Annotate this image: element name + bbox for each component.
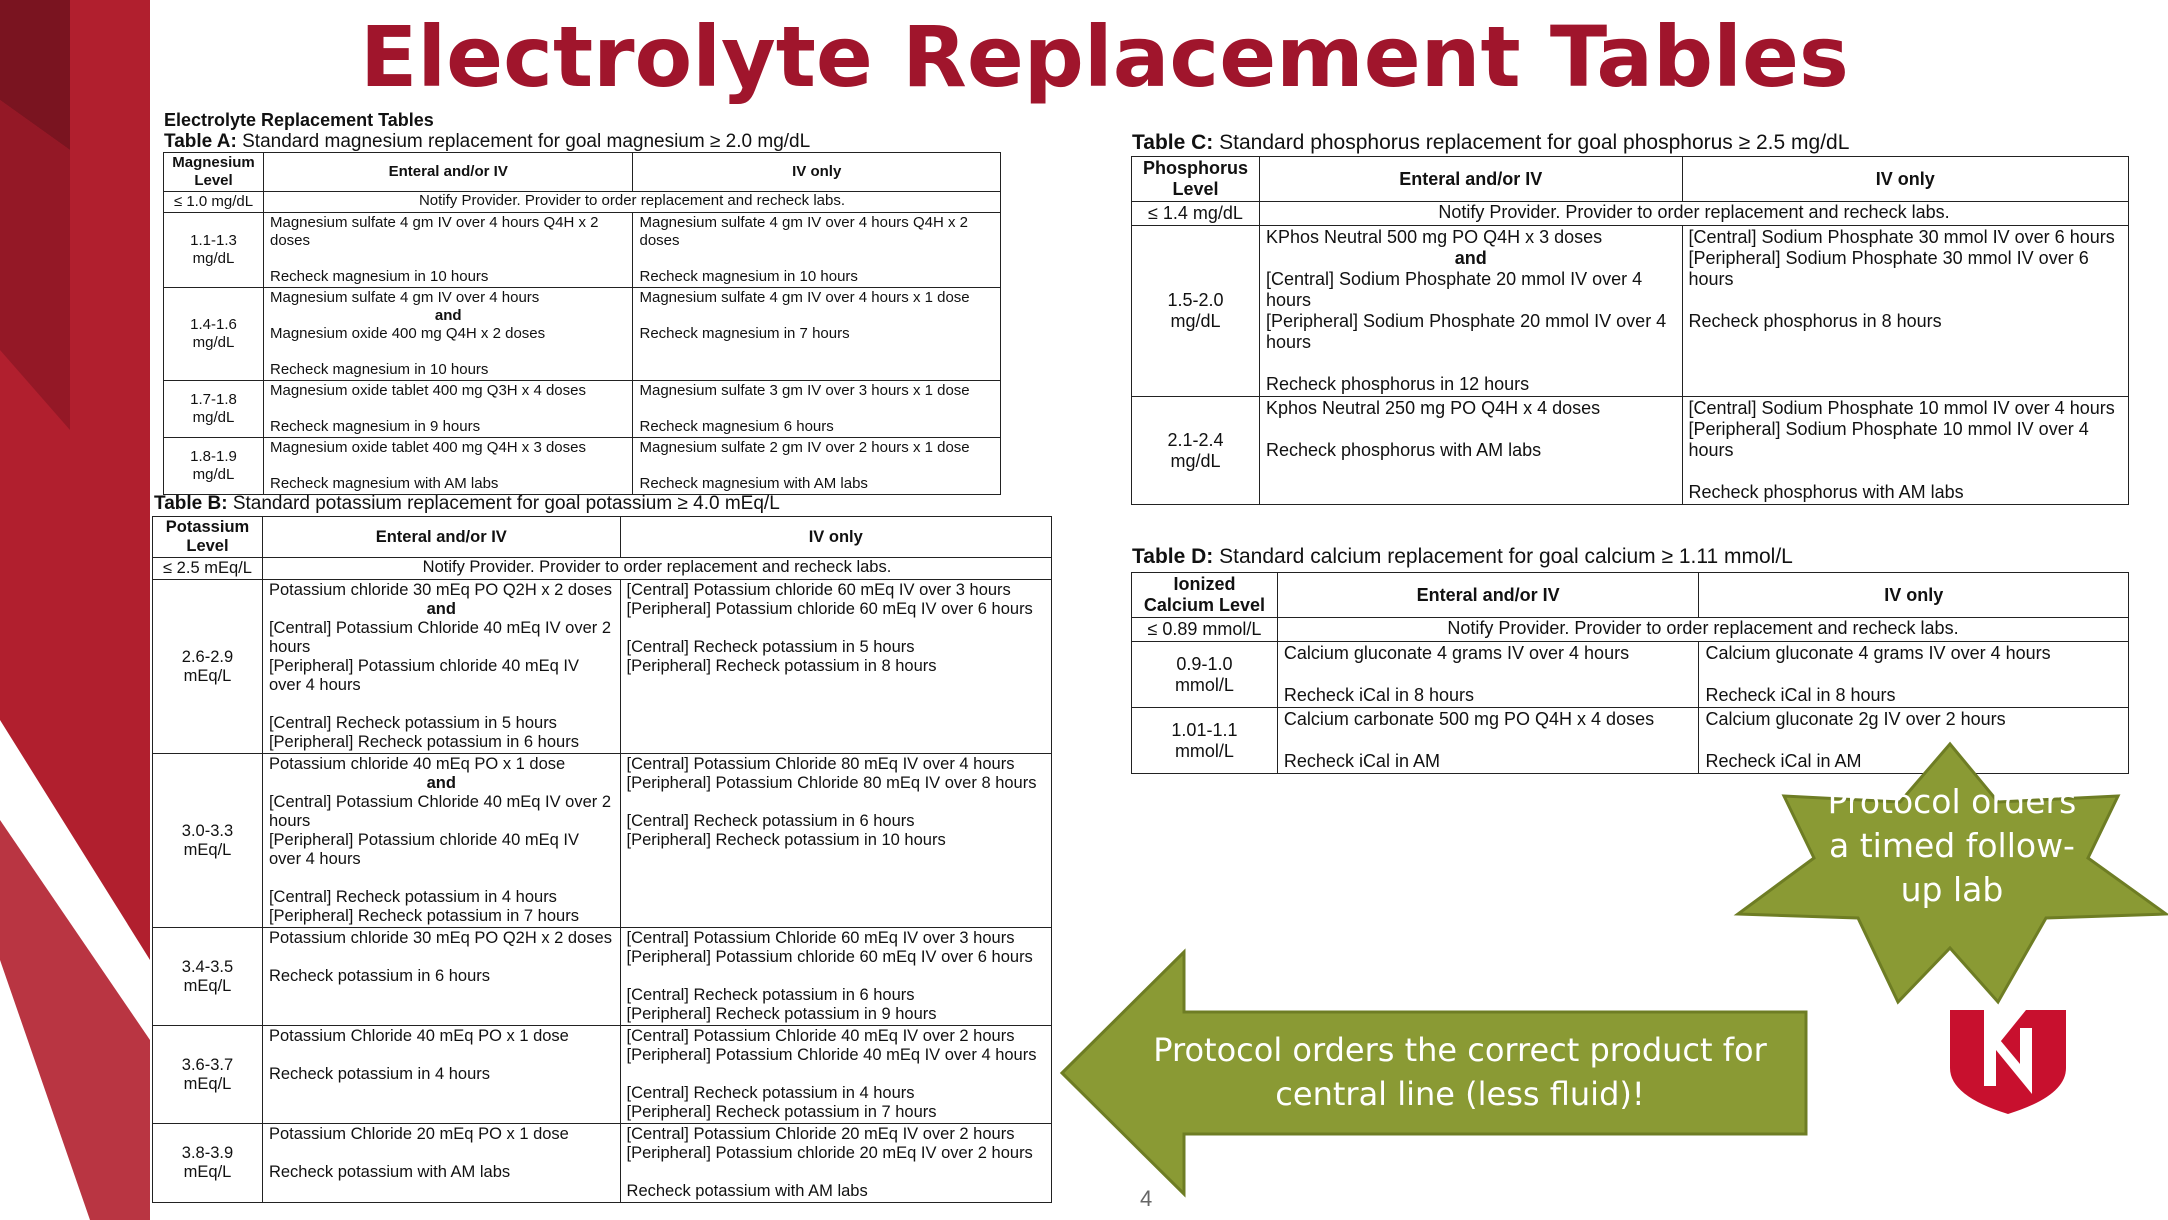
table-row <box>164 213 1001 288</box>
and-label: and <box>426 774 456 792</box>
iv-cell: [Central] Sodium Phosphate 30 mmol IV over 6 hours [Peripheral] Sodium Phosphate 30 mmol IV over 6 hours Recheck phosphorus in 8 hours <box>1682 226 2129 397</box>
university-logo-icon <box>1944 998 2072 1116</box>
enteral-text: [Central] Sodium Phosphate 20 mmol IV over 4 hours [Peripheral] Sodium Phosphate 20 mmol IV over 4 hours Recheck phosphorus in 12 hours <box>1265 269 1667 394</box>
level-cell: 1.5-2.0 mg/dL <box>1132 226 1260 397</box>
column-header: Magnesium Level <box>164 153 264 192</box>
column-header: Ionized Calcium Level <box>1132 573 1278 618</box>
enteral-text: Potassium chloride 40 mEq PO x 1 dose <box>268 755 566 773</box>
enteral-cell: Calcium carbonate 500 mg PO Q4H x 4 doses Recheck iCal in AM <box>1277 708 1699 774</box>
level-cell: 1.1-1.3 mg/dL <box>164 213 264 288</box>
enteral-text: [Central] Potassium Chloride 40 mEq IV over 2 hours [Peripheral] Potassium chloride 40 mEq IV over 4 hours [Central] Recheck potassium in 4 hours [Peripheral] Recheck potassium in 7 hours <box>268 793 612 925</box>
enteral-cell <box>262 754 620 928</box>
level-cell: 2.1-2.4 mg/dL <box>1132 397 1260 505</box>
enteral-cell: Magnesium oxide tablet 400 mg Q4H x 3 doses Recheck magnesium with AM labs <box>263 438 633 495</box>
table-row <box>153 580 1052 754</box>
enteral-cell <box>1259 226 1682 397</box>
notify-row <box>153 558 1052 580</box>
iv-cell: Magnesium sulfate 3 gm IV over 3 hours x 1 dose Recheck magnesium 6 hours <box>633 381 1001 438</box>
table-row <box>153 1026 1052 1124</box>
enteral-cell <box>263 288 633 381</box>
column-header: Enteral and/or IV <box>1259 157 1682 202</box>
level-cell: 3.0-3.3 mEq/L <box>153 754 263 928</box>
arrow-callout-text: Protocol orders the correct product for central line (less fluid)! <box>1153 1031 1767 1113</box>
notify-cell: Notify Provider. Provider to order replacement and recheck labs. <box>262 558 1051 580</box>
iv-cell: [Central] Potassium Chloride 60 mEq IV over 3 hours [Peripheral] Potassium chloride 60 mEq IV over 6 hours [Central] Recheck potassium in 6 hours [Peripheral] Recheck potassium in 9 hours <box>620 928 1051 1026</box>
table-row <box>164 438 1001 495</box>
and-label: and <box>1454 248 1487 268</box>
notify-cell: Notify Provider. Provider to order replacement and recheck labs. <box>1277 618 2128 642</box>
star-callout-text: Protocol orders a timed follow-up lab <box>1827 782 2077 909</box>
enteral-cell: Kphos Neutral 250 mg PO Q4H x 4 doses Recheck phosphorus with AM labs <box>1259 397 1682 505</box>
table-row <box>153 754 1052 928</box>
level-cell: ≤ 0.89 mmol/L <box>1132 618 1278 642</box>
notify-cell: Notify Provider. Provider to order replacement and recheck labs. <box>263 192 1000 213</box>
iv-cell: Calcium gluconate 4 grams IV over 4 hours Recheck iCal in 8 hours <box>1699 642 2129 708</box>
column-header: IV only <box>1682 157 2129 202</box>
iv-cell: Calcium gluconate 2g IV over 2 hours Recheck iCal in AM <box>1699 708 2129 774</box>
iv-cell: [Central] Sodium Phosphate 10 mmol IV over 4 hours [Peripheral] Sodium Phosphate 10 mmol IV over 4 hours Recheck phosphorus with AM labs <box>1682 397 2129 505</box>
level-cell: 1.01-1.1 mmol/L <box>1132 708 1278 774</box>
document-heading: Electrolyte Replacement Tables <box>164 110 434 130</box>
iv-cell: Magnesium sulfate 4 gm IV over 4 hours Q4H x 2 doses Recheck magnesium in 10 hours <box>633 213 1001 288</box>
column-header: Enteral and/or IV <box>263 153 633 192</box>
left-decorative-band <box>0 0 150 1220</box>
iv-cell: [Central] Potassium Chloride 40 mEq IV over 2 hours [Peripheral] Potassium Chloride 40 mEq IV over 4 hours [Central] Recheck potassium in 4 hours [Peripheral] Recheck potassium in 7 hours <box>620 1026 1051 1124</box>
column-header: IV only <box>620 517 1051 558</box>
enteral-cell <box>262 580 620 754</box>
level-cell: 3.6-3.7 mEq/L <box>153 1026 263 1124</box>
enteral-cell: Magnesium oxide tablet 400 mg Q3H x 4 doses Recheck magnesium in 9 hours <box>263 381 633 438</box>
phosphorus-table <box>1131 156 2129 505</box>
notify-row <box>164 192 1001 213</box>
notify-cell: Notify Provider. Provider to order replacement and recheck labs. <box>1259 202 2128 226</box>
iv-cell: Magnesium sulfate 2 gm IV over 2 hours x 1 dose Recheck magnesium with AM labs <box>633 438 1001 495</box>
notify-row <box>1132 618 2129 642</box>
and-label: and <box>426 600 456 618</box>
level-cell: 1.4-1.6 mg/dL <box>164 288 264 381</box>
table-row <box>153 928 1052 1026</box>
slide-title: Electrolyte Replacement Tables <box>360 8 1849 106</box>
enteral-text: KPhos Neutral 500 mg PO Q4H x 3 doses <box>1265 227 1603 247</box>
table-d-caption: Table D: Standard calcium replacement for goal calcium ≥ 1.11 mmol/L <box>1132 545 1793 568</box>
table-row <box>164 381 1001 438</box>
table-row <box>1132 397 2129 505</box>
table-header-row <box>153 517 1052 558</box>
table-row <box>1132 642 2129 708</box>
table-row <box>1132 226 2129 397</box>
magnesium-table <box>163 152 1001 495</box>
enteral-cell: Potassium Chloride 40 mEq PO x 1 dose Recheck potassium in 4 hours <box>262 1026 620 1124</box>
enteral-cell: Calcium gluconate 4 grams IV over 4 hours Recheck iCal in 8 hours <box>1277 642 1699 708</box>
table-row <box>164 288 1001 381</box>
table-row <box>153 1124 1052 1203</box>
level-cell: 1.7-1.8 mg/dL <box>164 381 264 438</box>
table-header-row <box>1132 573 2129 618</box>
level-cell: ≤ 1.4 mg/dL <box>1132 202 1260 226</box>
table-b-caption: Table B: Standard potassium replacement for goal potassium ≥ 4.0 mEq/L <box>154 493 780 514</box>
column-header: Phosphorus Level <box>1132 157 1260 202</box>
level-cell: 1.8-1.9 mg/dL <box>164 438 264 495</box>
and-label: and <box>434 307 462 324</box>
table-header-row <box>164 153 1001 192</box>
column-header: IV only <box>1699 573 2129 618</box>
iv-cell: [Central] Potassium chloride 60 mEq IV over 3 hours [Peripheral] Potassium chloride 60 mEq IV over 6 hours [Central] Recheck potassium in 5 hours [Peripheral] Recheck potassium in 8 hours <box>620 580 1051 754</box>
enteral-text: Potassium chloride 30 mEq PO Q2H x 2 doses <box>268 581 612 599</box>
level-cell: 3.8-3.9 mEq/L <box>153 1124 263 1203</box>
potassium-table <box>152 516 1052 1203</box>
table-header-row <box>1132 157 2129 202</box>
page-number: 4 <box>1140 1186 1153 1211</box>
iv-cell: Magnesium sulfate 4 gm IV over 4 hours x 1 dose Recheck magnesium in 7 hours <box>633 288 1001 381</box>
column-header: IV only <box>633 153 1001 192</box>
column-header: Enteral and/or IV <box>262 517 620 558</box>
enteral-cell: Potassium Chloride 20 mEq PO x 1 dose Recheck potassium with AM labs <box>262 1124 620 1203</box>
enteral-text: [Central] Potassium Chloride 40 mEq IV over 2 hours [Peripheral] Potassium chloride 40 mEq IV over 4 hours [Central] Recheck potassium in 5 hours [Peripheral] Recheck potassium in 6 hours <box>268 619 612 751</box>
level-cell: 3.4-3.5 mEq/L <box>153 928 263 1026</box>
table-c-caption: Table C: Standard phosphorus replacement for goal phosphorus ≥ 2.5 mg/dL <box>1132 131 1850 154</box>
table-a-caption: Table A: Standard magnesium replacement for goal magnesium ≥ 2.0 mg/dL <box>164 131 811 152</box>
column-header: Enteral and/or IV <box>1277 573 1699 618</box>
level-cell: 2.6-2.9 mEq/L <box>153 580 263 754</box>
level-cell: ≤ 1.0 mg/dL <box>164 192 264 213</box>
enteral-cell: Potassium chloride 30 mEq PO Q2H x 2 doses Recheck potassium in 6 hours <box>262 928 620 1026</box>
enteral-text: Magnesium sulfate 4 gm IV over 4 hours <box>269 289 540 306</box>
enteral-text: Magnesium oxide 400 mg Q4H x 2 doses Recheck magnesium in 10 hours <box>269 325 546 378</box>
iv-cell: [Central] Potassium Chloride 20 mEq IV over 2 hours [Peripheral] Potassium chloride 20 mEq IV over 2 hours Recheck potassium with AM labs <box>620 1124 1051 1203</box>
iv-cell: [Central] Potassium Chloride 80 mEq IV over 4 hours [Peripheral] Potassium Chloride 80 mEq IV over 8 hours [Central] Recheck potassium in 6 hours [Peripheral] Recheck potassium in 10 hours <box>620 754 1051 928</box>
level-cell: 0.9-1.0 mmol/L <box>1132 642 1278 708</box>
notify-row <box>1132 202 2129 226</box>
column-header: Potassium Level <box>153 517 263 558</box>
level-cell: ≤ 2.5 mEq/L <box>153 558 263 580</box>
enteral-cell: Magnesium sulfate 4 gm IV over 4 hours Q4H x 2 doses Recheck magnesium in 10 hours <box>263 213 633 288</box>
